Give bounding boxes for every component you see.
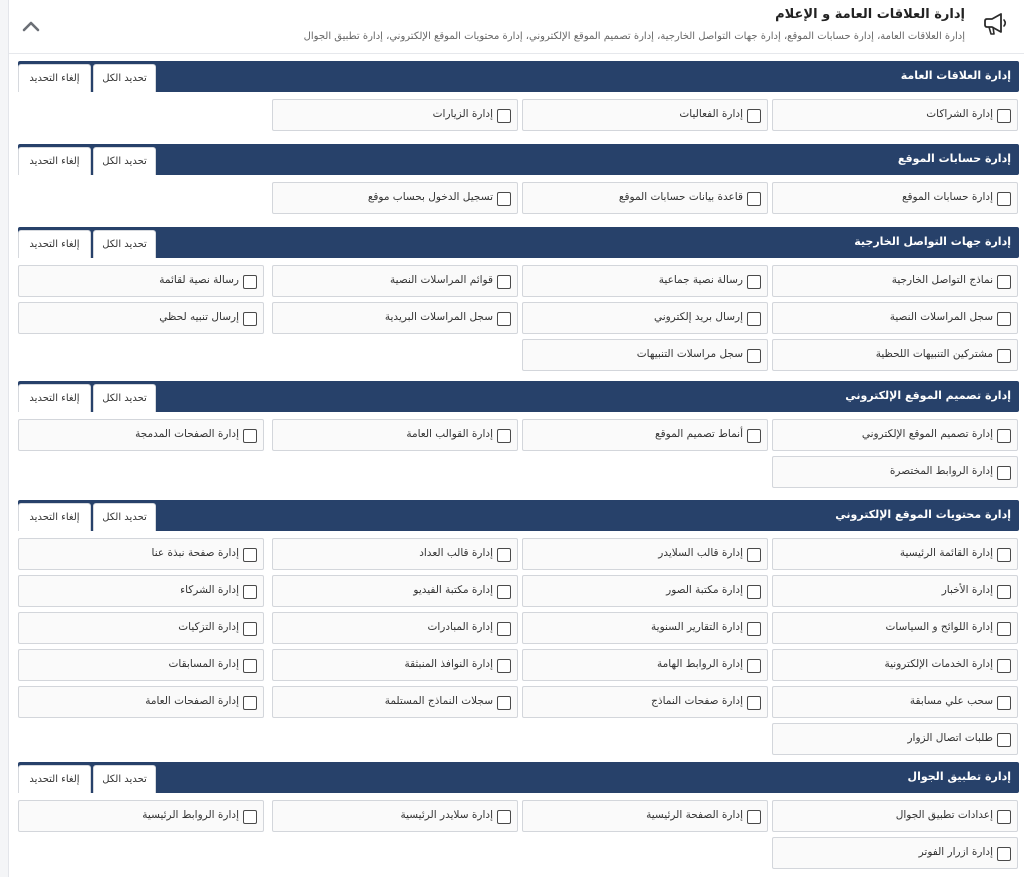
checkbox[interactable] — [243, 585, 257, 599]
permission-option[interactable] — [522, 612, 768, 644]
permission-section — [18, 61, 1019, 136]
select-all-button[interactable]: تحديد الكل — [93, 64, 156, 92]
select-all-button[interactable]: تحديد الكل — [93, 147, 156, 175]
permission-option[interactable] — [772, 538, 1018, 570]
permission-label: إرسال تنبيه لحظي — [159, 311, 239, 323]
checkbox[interactable] — [243, 810, 257, 824]
checkbox[interactable] — [747, 312, 761, 326]
checkbox[interactable] — [497, 192, 511, 206]
permission-option[interactable] — [272, 686, 518, 718]
permission-option[interactable] — [18, 686, 264, 718]
permission-label: إدارة صفحة نبذة عنا — [151, 547, 239, 559]
permission-option[interactable] — [18, 612, 264, 644]
permission-label: قوائم المراسلات النصية — [390, 274, 493, 286]
permission-label: إدارة الخدمات الإلكترونية — [884, 658, 993, 670]
permission-label: إدارة اللوائح و السياسات — [885, 621, 993, 633]
permission-option[interactable] — [772, 575, 1018, 607]
permission-option[interactable] — [772, 265, 1018, 297]
checkbox[interactable] — [497, 696, 511, 710]
checkbox[interactable] — [747, 275, 761, 289]
checkbox[interactable] — [747, 659, 761, 673]
permission-label: رسالة نصية لقائمة — [159, 274, 239, 286]
section-title: إدارة تطبيق الجوال — [907, 770, 1011, 783]
permission-option[interactable] — [18, 538, 264, 570]
permission-section — [18, 227, 1019, 376]
permission-label: طلبات اتصال الزوار — [907, 732, 993, 744]
permission-option[interactable] — [522, 649, 768, 681]
checkbox[interactable] — [497, 659, 511, 673]
checkbox[interactable] — [243, 548, 257, 562]
checkbox[interactable] — [747, 810, 761, 824]
permission-option[interactable] — [772, 182, 1018, 214]
permission-label: سجل المراسلات البريدية — [384, 311, 493, 323]
select-all-button[interactable]: تحديد الكل — [93, 384, 156, 412]
checkbox[interactable] — [997, 109, 1011, 123]
permission-label: إعدادات تطبيق الجوال — [895, 809, 993, 821]
checkbox[interactable] — [747, 192, 761, 206]
section-title: إدارة حسابات الموقع — [897, 152, 1011, 165]
permission-label: إدارة الصفحة الرئيسية — [646, 809, 743, 821]
checkbox[interactable] — [997, 429, 1011, 443]
permission-option[interactable] — [272, 800, 518, 832]
section-header-bar — [18, 144, 1019, 175]
permission-label: رسالة نصية جماعية — [658, 274, 743, 286]
permission-option[interactable] — [772, 612, 1018, 644]
permission-option[interactable] — [772, 723, 1018, 755]
checkbox[interactable] — [747, 696, 761, 710]
permission-option[interactable] — [18, 265, 264, 297]
permission-label: إدارة تصميم الموقع الإلكتروني — [861, 428, 993, 440]
permission-option[interactable] — [522, 99, 768, 131]
checkbox[interactable] — [497, 622, 511, 636]
permission-label: إدارة حسابات الموقع — [901, 191, 993, 203]
permission-label: إدارة القوالب العامة — [406, 428, 493, 440]
clear-selection-button[interactable]: إلغاء التحديد — [18, 147, 91, 175]
permission-option[interactable] — [272, 575, 518, 607]
permission-option[interactable] — [772, 686, 1018, 718]
checkbox[interactable] — [243, 312, 257, 326]
checkbox[interactable] — [747, 548, 761, 562]
permission-option[interactable] — [772, 419, 1018, 451]
section-header-bar — [18, 227, 1019, 258]
section-title: إدارة جهات التواصل الخارجية — [854, 235, 1011, 248]
permission-option[interactable] — [772, 339, 1018, 371]
permission-label: إدارة صفحات النماذج — [651, 695, 743, 707]
permission-option[interactable] — [18, 649, 264, 681]
checkbox[interactable] — [997, 733, 1011, 747]
checkbox[interactable] — [997, 275, 1011, 289]
checkbox[interactable] — [497, 585, 511, 599]
permission-label: إرسال بريد إلكتروني — [653, 311, 743, 323]
permission-section — [18, 144, 1019, 219]
permission-label: قاعدة بيانات حسابات الموقع — [618, 191, 743, 203]
permission-label: إدارة النوافذ المنبثقة — [404, 658, 493, 670]
panel-header — [9, 0, 1024, 54]
permission-label: إدارة الشراكات — [926, 108, 993, 120]
checkbox[interactable] — [997, 622, 1011, 636]
clear-selection-button[interactable]: إلغاء التحديد — [18, 765, 91, 793]
checkbox[interactable] — [747, 585, 761, 599]
permission-label: إدارة سلايدر الرئيسية — [400, 809, 493, 821]
permission-label: إدارة الزيارات — [432, 108, 493, 120]
select-all-button[interactable]: تحديد الكل — [93, 503, 156, 531]
checkbox[interactable] — [497, 810, 511, 824]
permission-option[interactable] — [772, 456, 1018, 488]
permission-option[interactable] — [18, 575, 264, 607]
permission-label: إدارة التزكيات — [178, 621, 239, 633]
permission-label: إدارة المبادرات — [427, 621, 493, 633]
permission-label: إدارة الشركاء — [180, 584, 239, 596]
permission-label: سجل المراسلات النصية — [889, 311, 993, 323]
checkbox[interactable] — [997, 192, 1011, 206]
checkbox[interactable] — [243, 622, 257, 636]
checkbox[interactable] — [997, 696, 1011, 710]
permission-label: إدارة القائمة الرئيسية — [899, 547, 993, 559]
permission-option[interactable] — [772, 800, 1018, 832]
clear-selection-button[interactable]: إلغاء التحديد — [18, 503, 91, 531]
checkbox[interactable] — [997, 548, 1011, 562]
permission-label: إدارة الأخبار — [941, 584, 993, 596]
checkbox[interactable] — [747, 429, 761, 443]
permission-option[interactable] — [522, 686, 768, 718]
permission-label: نماذج التواصل الخارجية — [891, 274, 993, 286]
permission-option[interactable] — [522, 419, 768, 451]
permission-section — [18, 500, 1019, 760]
permission-label: إدارة مكتبة الصور — [666, 584, 743, 596]
checkbox[interactable] — [997, 312, 1011, 326]
permission-option[interactable] — [772, 99, 1018, 131]
permission-option[interactable] — [772, 302, 1018, 334]
permission-label: سجل مراسلات التنبيهات — [636, 348, 743, 360]
section-title: إدارة محتويات الموقع الإلكتروني — [835, 508, 1011, 521]
select-all-button[interactable]: تحديد الكل — [93, 765, 156, 793]
permission-option[interactable] — [272, 649, 518, 681]
section-title: إدارة العلاقات العامة — [900, 69, 1011, 82]
permission-option[interactable] — [18, 419, 264, 451]
permission-section — [18, 762, 1019, 874]
checkbox[interactable] — [997, 466, 1011, 480]
permission-option[interactable] — [272, 182, 518, 214]
permission-option[interactable] — [522, 339, 768, 371]
permission-option[interactable] — [272, 265, 518, 297]
permission-option[interactable] — [522, 182, 768, 214]
permission-option[interactable] — [18, 800, 264, 832]
checkbox[interactable] — [747, 622, 761, 636]
clear-selection-button[interactable]: إلغاء التحديد — [18, 384, 91, 412]
permission-label: إدارة ازرار الفوتر — [918, 846, 993, 858]
checkbox[interactable] — [497, 429, 511, 443]
checkbox[interactable] — [497, 109, 511, 123]
page-subtitle: إدارة العلاقات العامة، إدارة حسابات الموقع، إدارة جهات التواصل الخارجية، إدارة تصميم الموقع الإلكتروني، إدارة محتويات الموقع الإلكتروني، إدارة تطبيق الجوال — [303, 31, 965, 42]
permissions-panel — [8, 0, 1024, 877]
checkbox[interactable] — [243, 696, 257, 710]
permission-label: مشتركين التنبيهات اللحظية — [875, 348, 993, 360]
permission-label: إدارة الروابط المختصرة — [889, 465, 993, 477]
checkbox[interactable] — [497, 548, 511, 562]
permission-label: تسجيل الدخول بحساب موقع — [367, 191, 493, 203]
permission-label: إدارة الصفحات المدمجة — [135, 428, 239, 440]
select-all-button[interactable]: تحديد الكل — [93, 230, 156, 258]
checkbox[interactable] — [243, 275, 257, 289]
section-title: إدارة تصميم الموقع الإلكتروني — [845, 389, 1011, 402]
permission-label: سجلات النماذج المستلمة — [384, 695, 493, 707]
permission-label: إدارة قالب العداد — [419, 547, 493, 559]
permission-label: إدارة الفعاليات — [679, 108, 743, 120]
permission-option[interactable] — [772, 649, 1018, 681]
permission-label: إدارة الصفحات العامة — [145, 695, 239, 707]
permission-option[interactable] — [772, 837, 1018, 869]
clear-selection-button[interactable]: إلغاء التحديد — [18, 64, 91, 92]
permission-option[interactable] — [272, 612, 518, 644]
checkbox[interactable] — [243, 659, 257, 673]
permission-label: إدارة الروابط الرئيسية — [142, 809, 239, 821]
permission-label: أنماط تصميم الموقع — [655, 428, 743, 440]
checkbox[interactable] — [497, 275, 511, 289]
megaphone-icon — [981, 9, 1011, 39]
permission-label: إدارة مكتبة الفيديو — [413, 584, 493, 596]
permission-option[interactable] — [272, 538, 518, 570]
permission-option[interactable] — [522, 538, 768, 570]
checkbox[interactable] — [997, 349, 1011, 363]
permission-option[interactable] — [522, 575, 768, 607]
permission-option[interactable] — [522, 800, 768, 832]
checkbox[interactable] — [497, 312, 511, 326]
permission-option[interactable] — [522, 265, 768, 297]
section-header-bar — [18, 381, 1019, 412]
permission-option[interactable] — [272, 99, 518, 131]
chevron-up-icon[interactable] — [19, 14, 43, 38]
clear-selection-button[interactable]: إلغاء التحديد — [18, 230, 91, 258]
section-header-bar — [18, 762, 1019, 793]
permission-option[interactable] — [18, 302, 264, 334]
permission-option[interactable] — [522, 302, 768, 334]
checkbox[interactable] — [997, 810, 1011, 824]
permission-label: إدارة قالب السلايدر — [658, 547, 743, 559]
permission-label: إدارة المسابقات — [168, 658, 239, 670]
checkbox[interactable] — [747, 349, 761, 363]
checkbox[interactable] — [243, 429, 257, 443]
permission-option[interactable] — [272, 302, 518, 334]
checkbox[interactable] — [997, 847, 1011, 861]
section-header-bar — [18, 500, 1019, 531]
checkbox[interactable] — [997, 585, 1011, 599]
permission-option[interactable] — [272, 419, 518, 451]
permission-label: إدارة الروابط الهامة — [657, 658, 743, 670]
section-header-bar — [18, 61, 1019, 92]
page-title: إدارة العلاقات العامة و الإعلام — [775, 7, 965, 22]
permission-label: إدارة التقارير السنوية — [651, 621, 743, 633]
checkbox[interactable] — [997, 659, 1011, 673]
checkbox[interactable] — [747, 109, 761, 123]
permission-section — [18, 381, 1019, 493]
permission-label: سحب علي مسابقة — [909, 695, 993, 707]
